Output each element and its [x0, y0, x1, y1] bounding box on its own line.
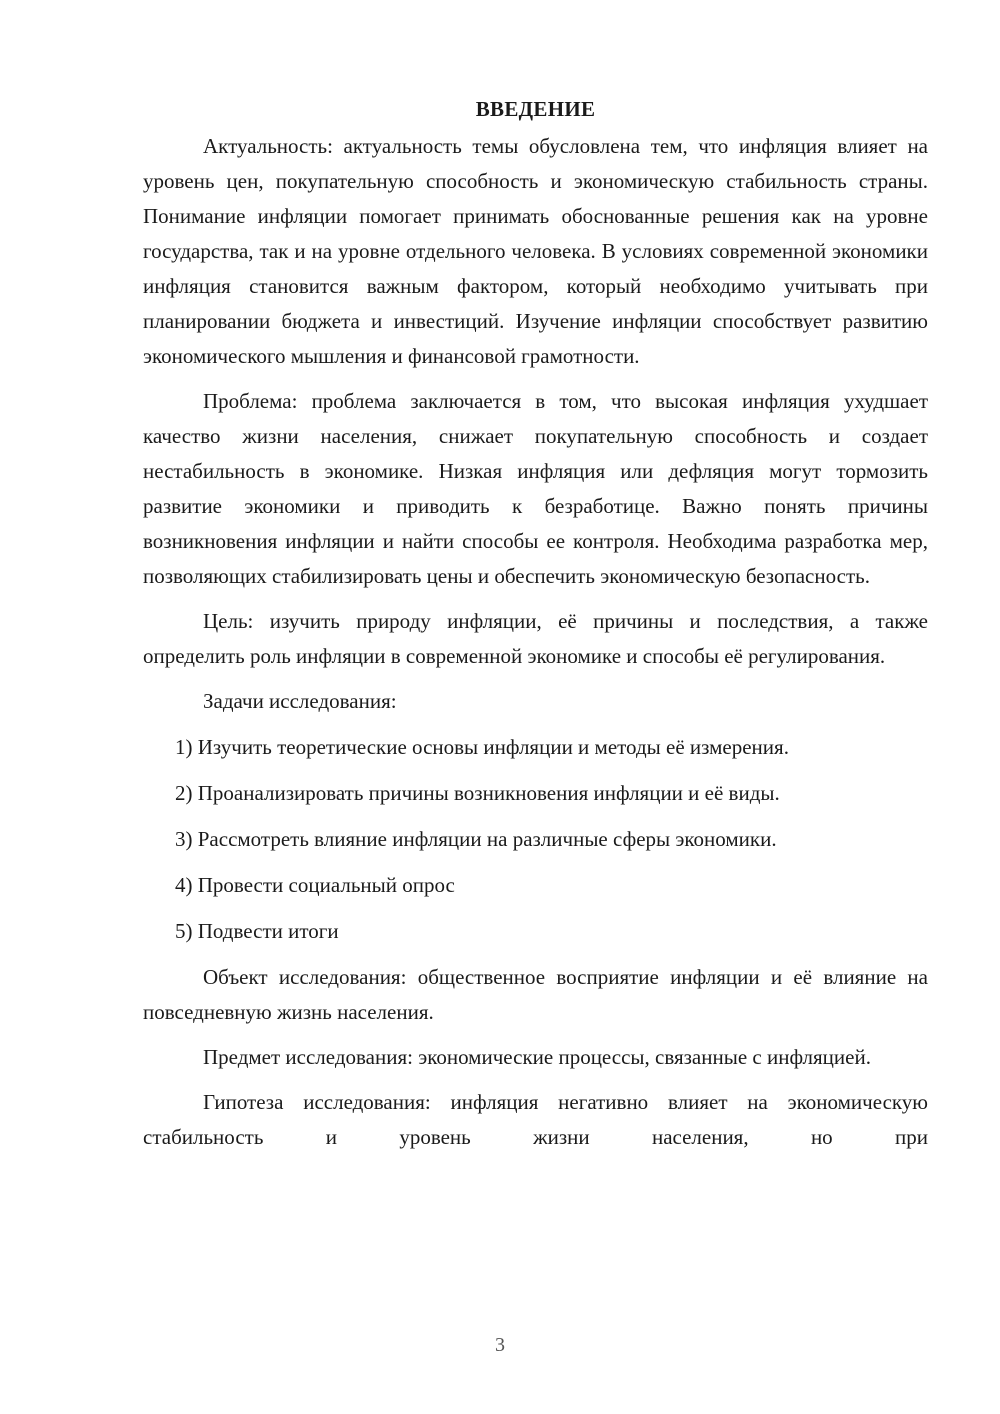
paragraph-subject: Предмет исследования: экономические процессы, связанные с инфляцией. — [203, 1045, 871, 1069]
paragraph-problem: Проблема: проблема заключается в том, что высокая инфляция ухудшает качество жизни населения, снижает покупательную способность и создает нестабильность в экономике. Низкая инфляция или дефляция могут тормозить развитие экономики и приводить к безработице. Важно понять причины возникновения инфляции и найти способы ее контроля. Необходима разработка мер, позволяющих стабилизировать цены и обеспечить экономическую безопасность. — [143, 389, 928, 588]
list-item: 1) Изучить теоретические основы инфляции и методы её измерения. — [175, 735, 789, 759]
paragraph-hypothesis: Гипотеза исследования: инфляция негативно влияет на экономическую стабильность и уровень жизни населения, но при — [143, 1090, 928, 1149]
paragraph-object: Объект исследования: общественное восприятие инфляции и её влияние на повседневную жизнь населения. — [143, 965, 928, 1024]
list-item: 5) Подвести итоги — [175, 919, 339, 943]
page-number: 3 — [495, 1334, 505, 1356]
section-title: ВВЕДЕНИЕ — [475, 97, 596, 121]
tasks-list — [143, 730, 928, 949]
tasks-heading: Задачи исследования: — [203, 689, 397, 713]
list-item: 3) Рассмотреть влияние инфляции на различные сферы экономики. — [175, 827, 777, 851]
list-item: 2) Проанализировать причины возникновения инфляции и её виды. — [175, 781, 780, 805]
paragraph-relevance: Актуальность: актуальность темы обусловлена тем, что инфляция влияет на уровень цен, покупательную способность и экономическую стабильность страны. Понимание инфляции помогает принимать обоснованные решения как на уровне государства, так и на уровне отдельного человека. В условиях современной экономики инфляция становится важным фактором, который необходимо учитывать при планировании бюджета и инвестиций. Изучение инфляции способствует развитию экономического мышления и финансовой грамотности. — [143, 134, 928, 368]
paragraph-goal: Цель: изучить природу инфляции, её причины и последствия, а также определить роль инфляции в современной экономике и способы её регулирования. — [143, 609, 928, 668]
list-item: 4) Провести социальный опрос — [175, 873, 455, 897]
document-page — [143, 92, 928, 1165]
